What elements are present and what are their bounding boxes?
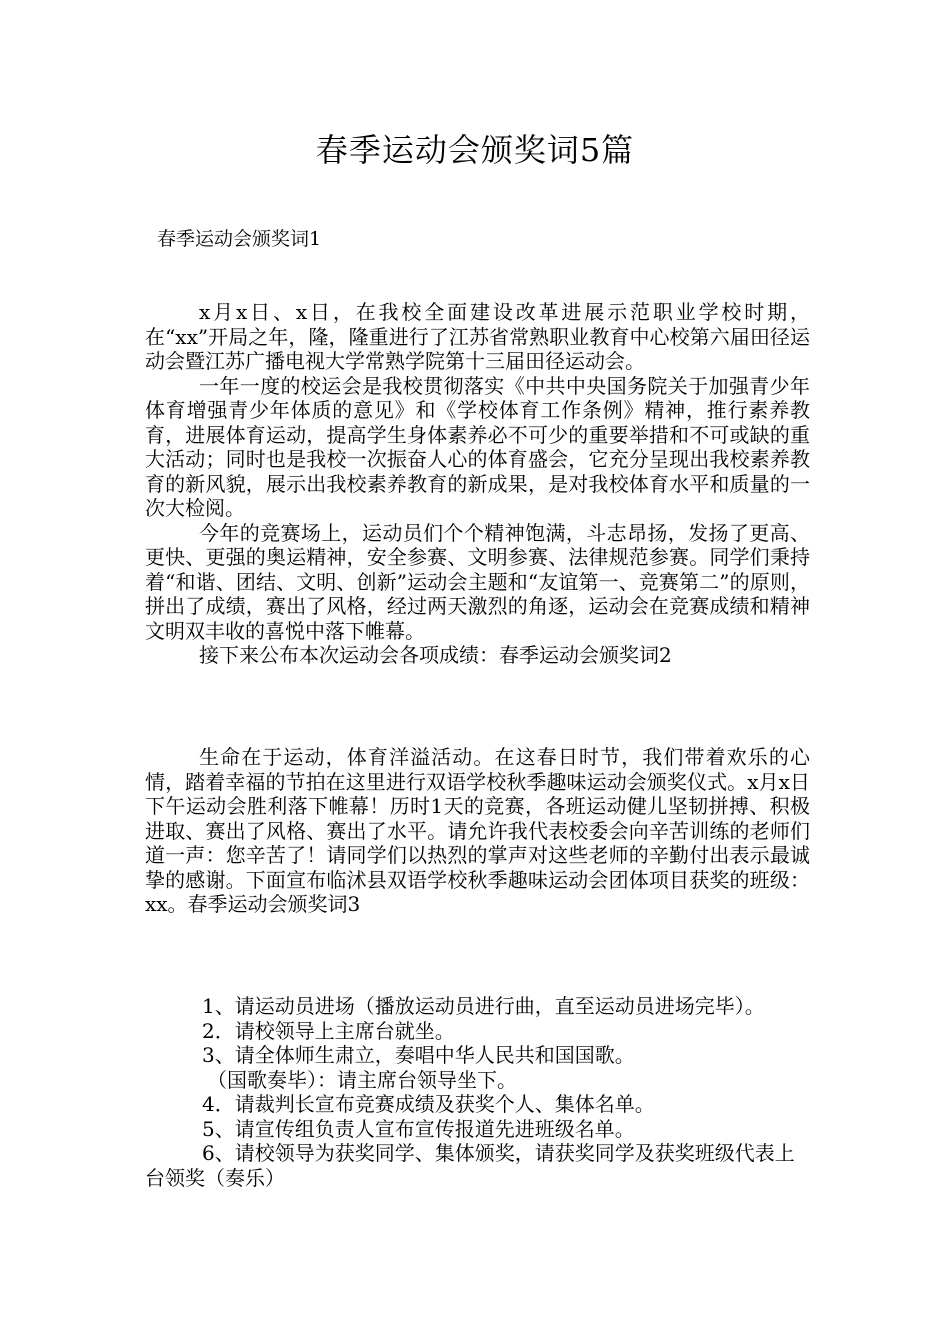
paragraph: 今年的竞赛场上，运动员们个个精神饱满，斗志昂扬，发扬了更高、更快、更强的奥运精神，安全参赛、文明参赛、法律规范参赛。同学们秉持着“和谐、团结、文明、创新”运动会主题和“友谊第一、竞赛第二”的原则，拼出了成绩，赛出了风格，经过两天激烈的角逐，运动会在竞赛成绩和精神文明双丰收的喜悦中落下帷幕。: [145, 520, 810, 643]
list-item: 3、请全体师生肃立，奏唱中华人民共和国国歌。: [202, 1043, 635, 1067]
document-title: 春季运动会颁奖词5篇: [315, 131, 635, 169]
paragraph: 生命在于运动，体育洋溢活动。在这春日时节，我们带着欢乐的心情，踏着幸福的节拍在这里进行双语学校秋季趣味运动会颁奖仪式。x月x日下午运动会胜利落下帷幕！历时1天的竞赛，各班运动健儿坚韧拼搏、积极进取、赛出了风格、赛出了水平。请允许我代表校委会向辛苦训练的老师们道一声：您辛苦了！请同学们以热烈的掌声对这些老师的辛勤付出表示最诚挚的感谢。下面宣布临沭县双语学校秋季趣味运动会团体项目获奖的班级：xx。春季运动会颁奖词3: [145, 745, 810, 916]
list-item: 4．请裁判长宣布竞赛成绩及获奖个人、集体名单。: [202, 1092, 655, 1116]
paragraph: 接下来公布本次运动会各项成绩：春季运动会颁奖词2: [199, 643, 672, 667]
ceremony-program-list: [145, 994, 810, 1190]
paragraph: x月x日、x日，在我校全面建设改革进展示范职业学校时期，在“xx”开局之年，隆，隆重进行了江苏省常熟职业教育中心校第六届田径运动会暨江苏广播电视大学常熟学院第十三届田径运动会。: [145, 300, 810, 373]
list-item: （国歌奏毕）：请主席台领导坐下。: [207, 1067, 517, 1092]
paragraph: 一年一度的校运会是我校贯彻落实《中共中央国务院关于加强青少年体育增强青少年体质的意见》和《学校体育工作条例》精神，推行素养教育，进展体育运动，提高学生身体素养必不可少的重要举措和不可或缺的重大活动；同时也是我校一次振奋人心的体育盛会，它充分呈现出我校素养教育的新风貌，展示出我校素养教育的新成果，是对我校体育水平和质量的一次大检阅。: [145, 373, 810, 520]
list-item: 6、请校领导为获奖同学、集体颁奖，请获奖同学及获奖班级代表上台领奖（奏乐）: [145, 1141, 795, 1190]
list-item: 2．请校领导上主席台就坐。: [202, 1018, 455, 1043]
section-2-body: [145, 745, 810, 917]
section-1-body: [145, 300, 810, 668]
list-item: 1、请运动员进场（播放运动员进行曲，直至运动员进场完毕）。: [202, 994, 765, 1018]
list-item: 5、请宣传组负责人宣布宣传报道先进班级名单。: [202, 1116, 635, 1141]
section-heading: 春季运动会颁奖词1: [157, 228, 322, 250]
